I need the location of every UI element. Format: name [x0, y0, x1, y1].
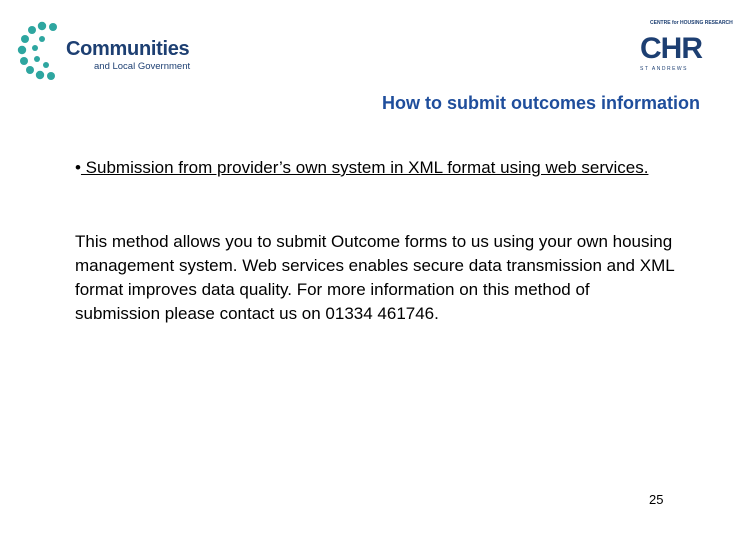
- communities-logo: [18, 20, 193, 84]
- logo-word: Communities: [66, 38, 190, 60]
- bullet-item: [75, 157, 675, 179]
- bullet-symbol: •: [75, 158, 81, 177]
- slide-title: How to submit outcomes information: [382, 93, 700, 113]
- communities-dots-icon: [18, 20, 68, 84]
- chr-top-text: CENTRE for HOUSING RESEARCH: [650, 20, 733, 26]
- chr-bottom-text: ST ANDREWS: [640, 66, 688, 72]
- logo-subtitle: and Local Government: [94, 61, 191, 72]
- page-number: 25: [649, 492, 664, 507]
- body-paragraph: This method allows you to submit Outcome forms to us using your own housing management system. Web services enables secure data transmission and XML format improves data quality. For more information on this method of submission please contact us on 01334 461746.: [75, 232, 675, 323]
- chr-logo: [632, 18, 733, 76]
- chr-letters: CHR: [640, 32, 702, 65]
- bullet-heading: Submission from provider’s own system in XML format using web services.: [80, 158, 649, 177]
